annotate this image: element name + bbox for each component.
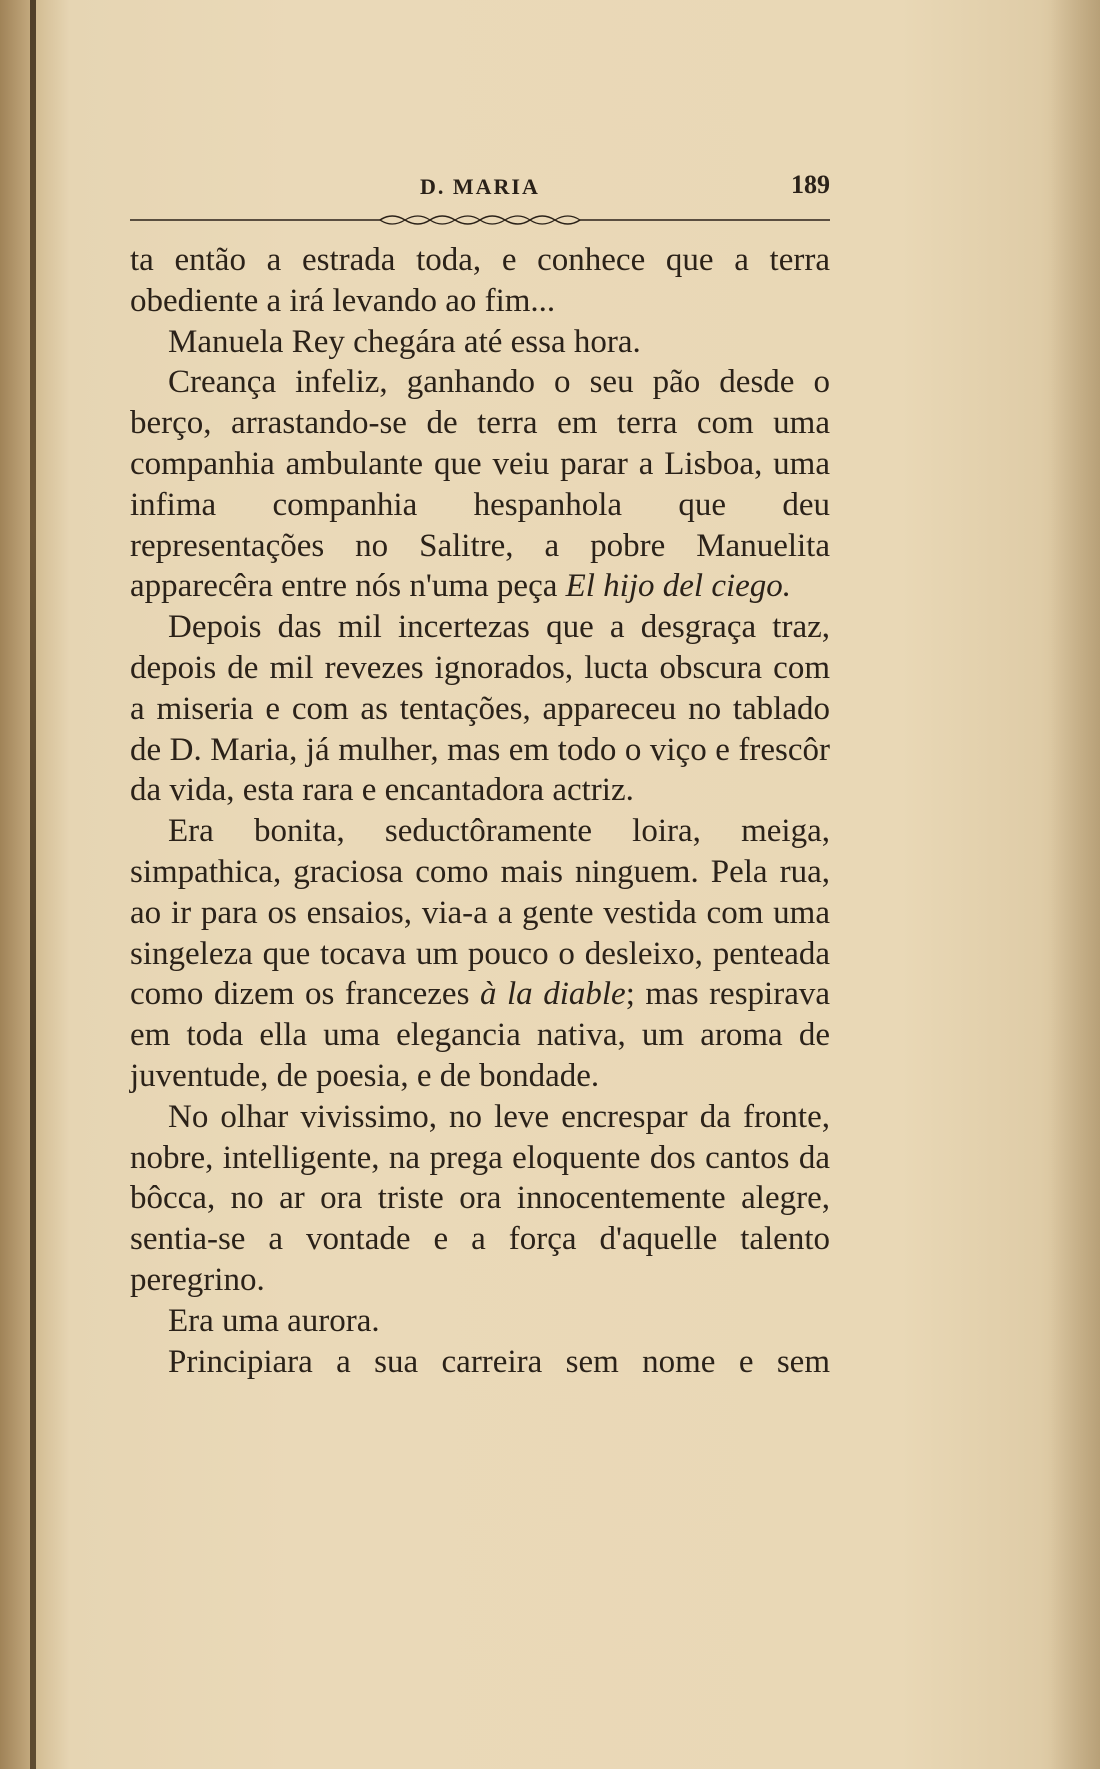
paragraph-3-text: Creança infeliz, ganhando o seu pão desde o berço, arrastando-se de terra em terra com uma companhia ambulante que veiu parar a Lisboa, uma infima companhia hespanhola que deu representações no Salitre, a pobre Manuelita apparecêra entre nós n'uma peça bbox=[130, 364, 830, 605]
paragraph-2: Manuela Rey chegára até essa hora. bbox=[168, 323, 641, 360]
running-title: D. MARIA bbox=[420, 174, 540, 199]
paragraph-5-text: Era bonita, seductôramente loira, meiga, simpathica, graciosa como mais ninguem. Pela rua, ao ir para os ensaios, via-a a gente vestida com uma singeleza que tocava um pouco o desleixo, penteada como dizem os francezes bbox=[130, 813, 830, 1013]
paragraph-5 bbox=[130, 811, 830, 1097]
french-phrase: à la diable bbox=[479, 976, 626, 1013]
binding-shadow bbox=[0, 0, 30, 1769]
ornamental-rule bbox=[130, 210, 830, 230]
page-header bbox=[130, 170, 830, 210]
paragraph-1: ta então a estrada toda, e conhece que a terra obediente a irá levando ao fim... bbox=[130, 242, 830, 319]
paragraph-3 bbox=[130, 362, 830, 607]
paragraph-8: Principiara a sua carreira sem nome e sem bbox=[168, 1343, 830, 1380]
paragraph-4: Depois das mil incertezas que a desgraça traz, depois de mil revezes ignorados, lucta obscura com a miseria e com as tentações, appareceu no tablado de D. Maria, já mulher, mas em todo o viço e frescôr da vida, esta rara e encantadora actriz. bbox=[130, 609, 830, 809]
body-text bbox=[130, 240, 830, 1382]
paragraph-6: No olhar vivissimo, no leve encrespar da fronte, nobre, intelligente, na prega eloquente dos cantos da bôcca, no ar ora triste ora innocentemente alegre, sentia-se a vontade e a força d'aquelle talento peregrino. bbox=[130, 1098, 830, 1298]
book-binding bbox=[30, 0, 36, 1769]
paragraph-7: Era uma aurora. bbox=[168, 1302, 380, 1339]
play-title: El hijo del ciego. bbox=[565, 568, 792, 605]
page-edge-shadow bbox=[1050, 0, 1100, 1769]
paragraph-5-tail: ; mas respirava em toda ella uma elegancia nativa, um aroma de juventude, de poesia, e de bondade. bbox=[130, 976, 830, 1094]
page-number: 189 bbox=[791, 170, 830, 199]
